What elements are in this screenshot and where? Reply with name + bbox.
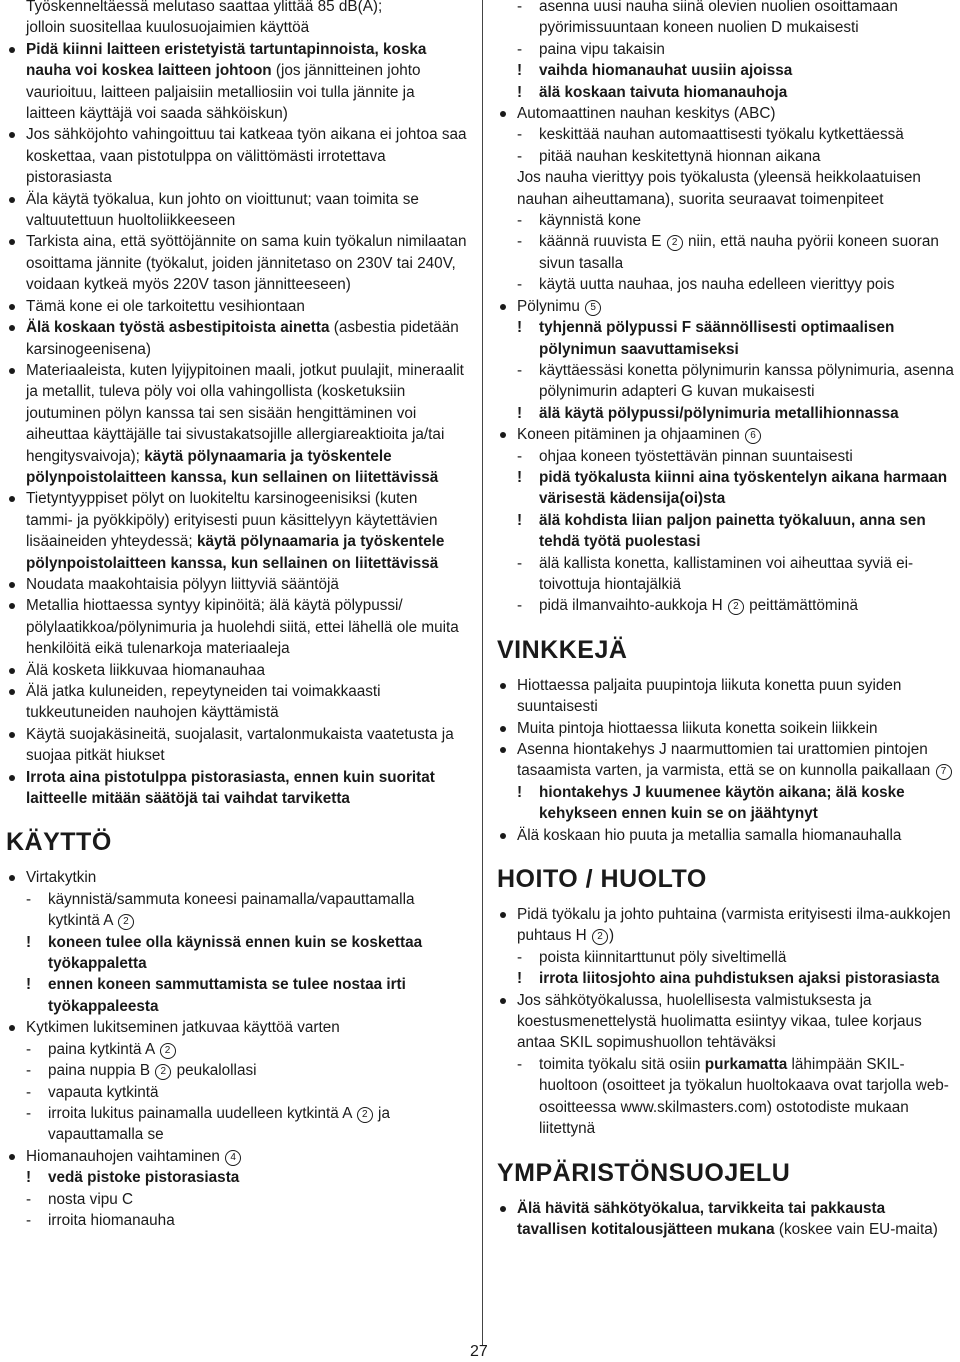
figure-ref-badge: 6: [745, 428, 761, 444]
text-span: Automaattinen nauhan keskitys (ABC): [517, 105, 776, 123]
bullet-item: [6, 488, 468, 574]
text-span: Äla käytä työkalua, kun johto on vioittunut; vaan toimita se valtuutettuun huoltoliikkeeseen: [26, 190, 419, 230]
bullet-item: [497, 718, 955, 739]
text-span: Asenna hiontakehys J naarmuttomien tai urattomien pintojen tasaamista varten, ja varmista, että se on kunnolla paikallaan: [517, 741, 935, 780]
bullet-item: [6, 595, 468, 659]
text-span: Hiottaessa paljaita puupintoja liikuta konetta puun syiden suuntaisesti: [517, 676, 902, 716]
text-span: peukalollasi: [172, 1062, 257, 1080]
paragraph: Työskenneltäessä melutaso saattaa ylittää 85 dB(A);: [26, 0, 383, 15]
bullet-item: [497, 1198, 955, 1241]
text-span: paina vipu takaisin: [539, 40, 665, 58]
text-span: Virtakytkin: [26, 869, 97, 887]
bullet-item: [6, 231, 468, 295]
text-span: pidä ilmanvaihto-aukkoja H: [539, 597, 727, 615]
text-span: paina nuppia B: [48, 1062, 155, 1080]
text-span: Jos nauha vierittyy pois työkalusta (yleensä heikkolaatuisen nauhan aiheuttamana), suorita seuraavat toimenpiteet: [517, 169, 921, 208]
bullet-item: [6, 681, 468, 724]
bullet-item: [6, 574, 468, 595]
text-span: peittämättöminä: [744, 597, 859, 615]
bullet-item: [6, 39, 468, 125]
text-span: nosta vipu C: [48, 1190, 134, 1208]
dash-item: [497, 360, 955, 403]
figure-ref-badge: 7: [936, 764, 952, 780]
figure-ref-badge: 2: [667, 235, 683, 251]
section-heading: HOITO / HUOLTO: [497, 865, 707, 894]
warning-item: ! älä koskaan taivuta hiomanauhoja: [497, 82, 955, 103]
dash-item: [497, 1054, 955, 1140]
bold-text: Älä koskaan työstä asbestipitoista ainetta: [26, 319, 330, 337]
text-span: Tarkista aina, että syöttöjännite on sama kuin työkalun nimilaatan osoittama jännite (työkalut, joiden jännitetaso on 230V tai 240V, voidaan kytkeä myös 220V tason jännitteeseen): [26, 233, 467, 294]
text-span: irroita lukitus painamalla uudelleen kytkintä A: [48, 1104, 356, 1122]
bullet-item: [6, 867, 468, 888]
bullet-item: [6, 124, 468, 188]
warning-item: ! koneen tulee olla käynissä ennen kuin se koskettaa työkappaletta: [6, 932, 468, 975]
dash-item: [6, 1039, 468, 1060]
text-span: Muita pintoja hiottaessa liikuta konetta soikein liikkein: [517, 719, 878, 737]
bullet-item: [6, 724, 468, 767]
dash-item: [6, 1210, 468, 1231]
text-span: (koskee vain EU-maita): [774, 1220, 938, 1238]
bold-text: käytä pölynaamaria ja työskentele pölynpoistolaitteen kanssa, kun sellainen on liitettävissä: [26, 447, 439, 486]
text-span: älä kallista konetta, kallistaminen voi aiheuttaa syviä ei-toivottuja hiontajälkiä: [539, 554, 914, 593]
section-heading: KÄYTTÖ: [6, 828, 112, 857]
bullet-item: [497, 739, 955, 782]
text-span: Koneen pitäminen ja ohjaaminen: [517, 426, 745, 444]
dash-item: [6, 1082, 468, 1103]
text-span: Tietyntyyppiset pölyt on luokiteltu karsinogeenisiksi (kuten tammi- ja pyökkipöly) erityisesti puun käsittelyyn käytettävien lisäaineiden yhteydessä;: [26, 490, 438, 551]
section-heading: YMPÄRISTÖNSUOJELU: [497, 1158, 791, 1187]
bullet-item: [497, 675, 955, 718]
dash-item: [497, 210, 955, 231]
text-span: ja vapauttamalla se: [48, 1104, 390, 1144]
bullet-item: [6, 360, 468, 488]
text-span: paina kytkintä A: [48, 1040, 159, 1058]
text-span: käynnistä/sammuta koneesi painamalla/vapauttamalla kytkintä A: [48, 890, 415, 930]
warning-item: ! älä käytä pölypussi/pölynimuria metallihionnassa: [497, 403, 955, 424]
paragraph: jolloin suositellaa kuulosuojaimien käyttöä: [26, 19, 310, 37]
figure-ref-badge: 2: [357, 1107, 373, 1123]
text-span: niin, että nauha pyörii koneen suoran sivun tasalla: [539, 233, 939, 272]
left-column: [6, 0, 468, 1231]
bullet-item: [497, 904, 955, 947]
text-span: käyttäessäsi konetta pölynimurin kanssa pölynimuria, asenna pölynimurin adapteri G kuvan mukaisesti: [539, 361, 954, 401]
text-span: Jos sähköjohto vahingoittuu tai katkeaa työn aikana ei johtoa saa koskettaa, vaan pistotulppa on välittömästi irrotettava pistorasiasta: [26, 126, 467, 187]
text-span: irroita hiomanauha: [48, 1211, 175, 1229]
right-column: [497, 0, 955, 1240]
figure-ref-badge: 4: [225, 1150, 241, 1166]
warning-item: ! ennen koneen sammuttamista se tulee nostaa irti työkappaleesta: [6, 974, 468, 1017]
dash-item: [6, 889, 468, 932]
bullet-item: [6, 317, 468, 360]
warning-item: ! tyhjennä pölypussi F säännöllisesti optimaalisen pölynimun saavuttamiseksi: [497, 317, 955, 360]
text-span: käynnistä kone: [539, 212, 642, 230]
warning-item: ! hiontakehys J kuumenee käytön aikana; älä koske kehykseen ennen kuin se on jäähtynyt: [497, 782, 955, 825]
text-span: (jos jännitteinen johto vaurioituu, laitteen paljaisiin metalliosiin voi tulla jännite ja laitteen käyttäjä voi saada sähköiskun): [26, 62, 421, 123]
text-span: ohjaa koneen työstettävän pinnan suuntaisesti: [539, 447, 853, 465]
figure-ref-badge: 5: [585, 300, 601, 316]
warning-item: ! pidä työkalusta kiinni aina työskentelyn aikana harmaan värisestä kädensija(oi)sta: [497, 467, 955, 510]
page-number: 27: [470, 1343, 488, 1360]
warning-item: ! irrota liitosjohto aina puhdistuksen ajaksi pistorasiasta: [497, 968, 955, 989]
dash-item: [497, 231, 955, 274]
text-span: Käytä suojakäsineitä, suojalasit, vartalonmukaista vaatetusta ja suojaa pitkät hiukset: [26, 725, 454, 765]
bullet-item: [497, 296, 955, 317]
text-span: käytä uutta nauhaa, jos nauha edelleen vierittyy pois: [539, 276, 895, 294]
bold-text: käytä pölynaamaria ja työskentele pölynpoistolaitteen kanssa, kun sellainen on liitettävissä: [26, 533, 445, 572]
text-span: Jos sähkötyökalussa, huolellisesta valmistuksesta ja koestusmenettelystä huolimatta esiintyy vikaa, tulee korjaus antaa SKIL sopimushuollon tehtäväksi: [517, 991, 922, 1052]
dash-item: [497, 39, 955, 60]
figure-ref-badge: 2: [592, 929, 608, 945]
text-span: Pidä työkalu ja johto puhtaina (varmista erityisesti ilma-aukkojen puhtaus H: [517, 906, 951, 945]
text-span: Tämä kone ei ole tarkoitettu vesihiontaan: [26, 297, 305, 315]
bullet-item: [497, 825, 955, 846]
bullet-item: [6, 1017, 468, 1038]
text-span: Kytkimen lukitseminen jatkuvaa käyttöä varten: [26, 1019, 340, 1037]
dash-item: [497, 274, 955, 295]
text-span: käännä ruuvista E: [539, 233, 666, 251]
text-span: keskittää nauhan automaattisesti työkalu kytkettäessä: [539, 126, 904, 144]
warning-item: ! vaihda hiomanauhat uusiin ajoissa: [497, 60, 955, 81]
bullet-item: [6, 296, 468, 317]
paragraph: [497, 167, 955, 210]
figure-ref-badge: 2: [155, 1064, 171, 1080]
bullet-item: [6, 660, 468, 681]
dash-item: [6, 1103, 468, 1146]
dash-item: [497, 947, 955, 968]
figure-ref-badge: 2: [118, 914, 134, 930]
bullet-item: [6, 767, 468, 810]
bullet-item: [497, 990, 955, 1054]
column-divider: [482, 0, 483, 1345]
figure-ref-badge: 2: [160, 1043, 176, 1059]
text-span: Hiomanauhojen vaihtaminen: [26, 1147, 225, 1165]
text-span: poista kiinnitarttunut pöly siveltimellä: [539, 948, 787, 966]
bullet-item: [6, 1146, 468, 1167]
section-heading: VINKKEJÄ: [497, 635, 628, 664]
dash-item: [497, 553, 955, 596]
text-span: ): [608, 927, 615, 945]
bold-text: Pidä kiinni laitteen eristetyistä tartuntapinnoista, koska nauha voi koskea laitteen johtoon: [26, 40, 427, 80]
bold-text: purkamatta: [704, 1055, 788, 1073]
text-span: vapauta kytkintä: [48, 1083, 159, 1101]
text-span: (asbestia pidetään karsinogeenisena): [26, 319, 459, 358]
figure-ref-badge: 2: [728, 599, 744, 615]
dash-item: [6, 1189, 468, 1210]
text-span: Älä koskaan hio puuta ja metallia samalla hiomanauhalla: [517, 826, 902, 844]
dash-item: [497, 595, 955, 616]
dash-item: [497, 124, 955, 145]
text-span: Älä jatka kuluneiden, repeytyneiden tai voimakkaasti tukkeutuneiden nauhojen käyttämistä: [26, 683, 381, 722]
warning-item: ! älä kohdista liian paljon painetta työkaluun, anna sen tehdä työtä puolestasi: [497, 510, 955, 553]
text-span: Pölynimu: [517, 297, 585, 315]
text-span: pitää nauhan keskitettynä hionnan aikana: [539, 147, 821, 165]
dash-item: [497, 0, 955, 39]
dash-item: [497, 446, 955, 467]
text-span: Noudata maakohtaisia pölyyn liittyviä sääntöjä: [26, 575, 339, 593]
text-span: lähimpään SKIL-huoltoon (osoitteet ja työkalun huoltokaava ovat tarjolla web-osoitteessa www.skilmasters.com) ostotodiste mukaan liitettynä: [539, 1055, 949, 1138]
dash-item: [497, 146, 955, 167]
text-span: asenna uusi nauha siinä olevien nuolien osoittamaan pyörimissuuntaan koneen nuolien D mukaisesti: [539, 0, 898, 37]
dash-item: [6, 1060, 468, 1081]
text-span: Metallia hiottaessa syntyy kipinöitä; älä käytä pölypussi/ pölylaatikkoa/pölynimuria ja huolehdi siitä, ettei lähellä ole muita henkilöitä eikä tulenarkoja materiaaleja: [26, 597, 459, 658]
bullet-item: [497, 103, 955, 124]
bullet-item: [6, 189, 468, 232]
text-span: Älä kosketa liikkuvaa hiomanauhaa: [26, 661, 265, 679]
text-span: Materiaaleista, kuten lyijypitoinen maali, jotkut puulajit, mineraalit ja metallit, tuleva pöly voi olla vahingollista (kosketuksiin joutuminen pölyn kanssa tai sen sisään hengittäminen voi aiheuttaa käyttäjälle tai sivustakatsojille allergiareaktioita ja/tai hengitysvaivoja);: [26, 361, 464, 465]
bullet-item: [497, 424, 955, 445]
text-span: toimita työkalu sitä osiin: [539, 1055, 705, 1073]
bold-text: Irrota aina pistotulppa pistorasiasta, ennen kuin suoritat laitteelle mitään säätöjä tai vaihdat tarviketta: [26, 768, 435, 808]
bold-text: Älä hävitä sähkötyökalua, tarvikkeita tai pakkausta tavallisen kotitalousjätteen mukana: [517, 1199, 886, 1238]
warning-item: ! vedä pistoke pistorasiasta: [6, 1167, 468, 1188]
